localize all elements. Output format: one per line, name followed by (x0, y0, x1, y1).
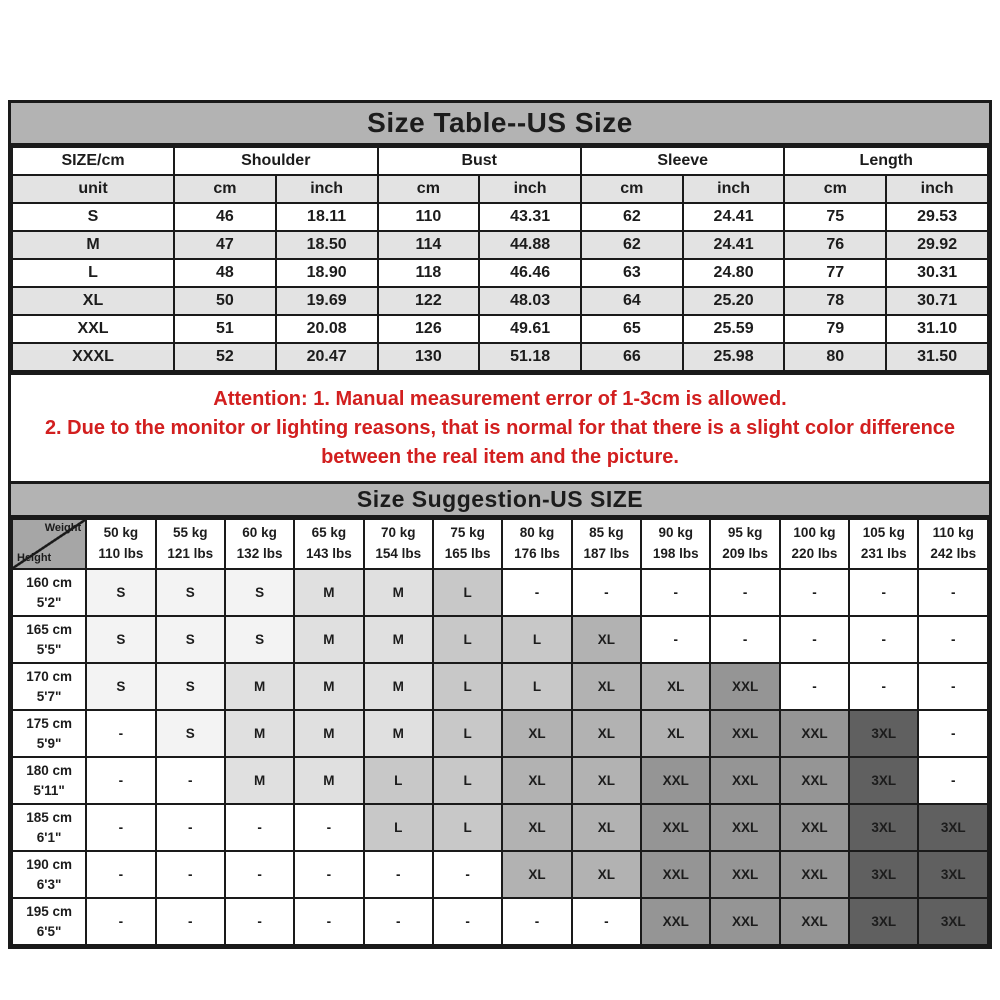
suggestion-cell: XL (641, 710, 710, 757)
measurement-cell: 62 (581, 231, 683, 259)
suggestion-header-row (12, 519, 988, 569)
suggestion-cell: S (156, 710, 225, 757)
suggestion-cell: XL (502, 757, 571, 804)
suggestion-cell: XXL (710, 757, 779, 804)
height-row-header (12, 898, 86, 945)
suggestion-cell: 3XL (918, 804, 988, 851)
suggestion-cell: M (364, 569, 433, 616)
height-ft: 5'5" (36, 641, 62, 657)
weight-kg: 80 kg (519, 525, 555, 541)
suggestion-cell: - (641, 616, 710, 663)
suggestion-cell: - (86, 851, 155, 898)
size-table-row (12, 343, 988, 371)
measurement-cell: 130 (378, 343, 480, 371)
weight-height-corner (12, 519, 86, 569)
suggestion-cell: M (225, 663, 294, 710)
weight-lbs: 231 lbs (860, 546, 907, 561)
attention-line-1: Attention: 1. Manual measurement error of 1-3cm is allowed. (213, 388, 787, 410)
measurement-cell: 47 (174, 231, 276, 259)
height-row-header (12, 710, 86, 757)
weight-column-header (225, 519, 294, 569)
weight-column-header (780, 519, 849, 569)
unit-cell: cm (378, 175, 480, 203)
attention-box (11, 372, 989, 487)
suggestion-cell: - (918, 710, 988, 757)
measurement-cell: 76 (784, 231, 886, 259)
measurement-cell: 20.47 (276, 343, 378, 371)
suggestion-cell: XXL (780, 710, 849, 757)
measurement-cell: 18.90 (276, 259, 378, 287)
weight-lbs: 154 lbs (375, 546, 422, 561)
height-ft: 6'3" (36, 876, 62, 892)
suggestion-row (12, 663, 988, 710)
suggestion-cell: - (156, 898, 225, 945)
measurement-cell: 51 (174, 315, 276, 343)
weight-lbs: 110 lbs (98, 546, 144, 561)
measurement-cell: 65 (581, 315, 683, 343)
height-cm: 165 cm (26, 621, 72, 637)
size-suggestion-table (11, 518, 989, 946)
suggestion-cell: M (364, 616, 433, 663)
measurement-cell: 50 (174, 287, 276, 315)
suggestion-cell: XXL (641, 804, 710, 851)
suggestion-row (12, 710, 988, 757)
unit-cell: cm (581, 175, 683, 203)
size-table-row (12, 259, 988, 287)
suggestion-cell: L (364, 757, 433, 804)
size-table-unit-row (12, 175, 988, 203)
suggestion-cell: XXL (780, 898, 849, 945)
suggestion-cell: XXL (780, 851, 849, 898)
suggestion-cell: L (433, 663, 502, 710)
suggestion-cell: - (294, 898, 363, 945)
weight-column-header (710, 519, 779, 569)
suggestion-cell: M (294, 663, 363, 710)
size-table-header-row (12, 147, 988, 175)
suggestion-cell: S (86, 616, 155, 663)
suggestion-cell: L (364, 804, 433, 851)
suggestion-cell: - (364, 898, 433, 945)
weight-kg: 50 kg (103, 525, 139, 541)
height-cm: 185 cm (26, 809, 72, 825)
measurement-cell: 25.98 (683, 343, 785, 371)
suggestion-cell: S (86, 663, 155, 710)
suggestion-cell: - (156, 851, 225, 898)
measurement-cell: 64 (581, 287, 683, 315)
suggestion-cell: - (918, 569, 988, 616)
suggestion-cell: XL (502, 804, 571, 851)
height-row-header (12, 757, 86, 804)
measurement-cell: 18.50 (276, 231, 378, 259)
suggestion-cell: XXL (780, 804, 849, 851)
suggestion-row (12, 616, 988, 663)
measurement-cell: 25.59 (683, 315, 785, 343)
suggestion-cell: - (433, 898, 502, 945)
suggestion-cell: S (156, 616, 225, 663)
unit-cell: inch (276, 175, 378, 203)
size-table-title: Size Table--US Size (11, 103, 989, 146)
size-label-cell: XXL (12, 315, 174, 343)
unit-cell: inch (479, 175, 581, 203)
weight-lbs: 198 lbs (652, 546, 699, 561)
weight-lbs: 165 lbs (444, 546, 491, 561)
measurement-cell: 48.03 (479, 287, 581, 315)
suggestion-cell: M (364, 710, 433, 757)
suggestion-cell: - (156, 804, 225, 851)
suggestion-cell: - (918, 757, 988, 804)
measurement-cell: 49.61 (479, 315, 581, 343)
measurement-cell: 29.92 (886, 231, 988, 259)
size-label-cell: S (12, 203, 174, 231)
suggestion-cell: - (225, 851, 294, 898)
suggestion-cell: M (294, 616, 363, 663)
weight-label: Weight (44, 522, 82, 534)
suggestion-cell: XL (572, 710, 641, 757)
weight-kg: 105 kg (862, 525, 905, 541)
height-row-header (12, 663, 86, 710)
suggestion-cell: L (433, 616, 502, 663)
measurement-cell: 126 (378, 315, 480, 343)
measurement-cell: 24.41 (683, 231, 785, 259)
suggestion-cell: - (849, 616, 918, 663)
height-cm: 170 cm (26, 668, 72, 684)
suggestion-cell: - (780, 616, 849, 663)
suggestion-cell: XL (572, 757, 641, 804)
measurement-cell: 110 (378, 203, 480, 231)
weight-column-header (918, 519, 988, 569)
suggestion-cell: XXL (641, 898, 710, 945)
weight-kg: 75 kg (450, 525, 485, 541)
suggestion-cell: M (294, 569, 363, 616)
measurement-cell: 24.41 (683, 203, 785, 231)
suggestion-cell: - (572, 569, 641, 616)
size-label-cell: M (12, 231, 174, 259)
weight-column-header (641, 519, 710, 569)
suggestion-row (12, 851, 988, 898)
suggestion-row (12, 898, 988, 945)
suggestion-cell: S (225, 569, 294, 616)
suggestion-cell: - (502, 569, 571, 616)
size-table-row (12, 231, 988, 259)
height-ft: 5'7" (36, 688, 62, 704)
weight-column-header (433, 519, 502, 569)
suggestion-cell: - (156, 757, 225, 804)
suggestion-cell: - (294, 851, 363, 898)
suggestion-cell: S (156, 569, 225, 616)
suggestion-cell: M (294, 710, 363, 757)
unit-cell: cm (784, 175, 886, 203)
measurement-cell: 20.08 (276, 315, 378, 343)
measurement-cell: 62 (581, 203, 683, 231)
suggestion-cell: 3XL (849, 757, 918, 804)
measurement-cell: 114 (378, 231, 480, 259)
measurement-cell: 66 (581, 343, 683, 371)
weight-column-header (849, 519, 918, 569)
height-cm: 195 cm (26, 903, 72, 919)
suggestion-cell: 3XL (918, 898, 988, 945)
suggestion-cell: - (86, 757, 155, 804)
unit-label-cell: unit (12, 175, 174, 203)
height-ft: 6'1" (36, 829, 62, 845)
size-table-row (12, 315, 988, 343)
suggestion-cell: M (364, 663, 433, 710)
unit-cell: inch (886, 175, 988, 203)
measurement-cell: 51.18 (479, 343, 581, 371)
height-cm: 160 cm (26, 574, 72, 590)
size-suggestion-title: Size Suggestion-US SIZE (11, 484, 989, 518)
suggestion-cell: XL (502, 851, 571, 898)
suggestion-cell: - (918, 616, 988, 663)
suggestion-row (12, 569, 988, 616)
suggestion-cell: M (294, 757, 363, 804)
suggestion-cell: XXL (780, 757, 849, 804)
suggestion-cell: - (86, 710, 155, 757)
measurement-cell: 52 (174, 343, 276, 371)
height-label: Height (17, 552, 52, 564)
suggestion-row (12, 804, 988, 851)
measurement-cell: 25.20 (683, 287, 785, 315)
weight-lbs: 187 lbs (583, 546, 630, 561)
measurement-cell: 79 (784, 315, 886, 343)
measurement-cell: 78 (784, 287, 886, 315)
height-ft: 6'5" (36, 923, 62, 939)
suggestion-row (12, 757, 988, 804)
suggestion-cell: XL (641, 663, 710, 710)
measurement-cell: 122 (378, 287, 480, 315)
suggestion-cell: - (710, 569, 779, 616)
weight-kg: 65 kg (311, 525, 347, 541)
unit-cell: inch (683, 175, 785, 203)
size-table-column-group: Bust (378, 147, 581, 175)
suggestion-cell: 3XL (849, 898, 918, 945)
measurement-cell: 19.69 (276, 287, 378, 315)
weight-kg: 100 kg (793, 525, 836, 541)
height-row-header (12, 616, 86, 663)
measurement-cell: 44.88 (479, 231, 581, 259)
suggestion-cell: - (641, 569, 710, 616)
weight-column-header (572, 519, 641, 569)
measurement-cell: 30.31 (886, 259, 988, 287)
weight-kg: 60 kg (242, 525, 277, 541)
suggestion-cell: L (502, 663, 571, 710)
unit-cell: cm (174, 175, 276, 203)
suggestion-cell: - (364, 851, 433, 898)
attention-line-2: 2. Due to the monitor or lighting reasons, that is normal for that there is a slight color difference between the real item and the picture. (44, 417, 956, 468)
size-table (11, 146, 989, 372)
measurement-cell: 46 (174, 203, 276, 231)
suggestion-cell: - (572, 898, 641, 945)
suggestion-cell: XXL (710, 710, 779, 757)
size-table-row (12, 203, 988, 231)
suggestion-cell: - (849, 569, 918, 616)
suggestion-cell: XL (572, 616, 641, 663)
measurement-cell: 63 (581, 259, 683, 287)
height-cm: 190 cm (26, 856, 72, 872)
suggestion-cell: - (849, 663, 918, 710)
measurement-cell: 29.53 (886, 203, 988, 231)
size-label-cell: L (12, 259, 174, 287)
suggestion-cell: - (86, 804, 155, 851)
weight-lbs: 209 lbs (722, 546, 768, 561)
suggestion-cell: S (225, 616, 294, 663)
measurement-cell: 48 (174, 259, 276, 287)
suggestion-cell: S (86, 569, 155, 616)
measurement-cell: 18.11 (276, 203, 378, 231)
weight-lbs: 242 lbs (930, 546, 977, 561)
size-table-corner-header: SIZE/cm (12, 147, 174, 175)
suggestion-cell: L (433, 710, 502, 757)
suggestion-cell: - (780, 569, 849, 616)
suggestion-cell: 3XL (849, 851, 918, 898)
suggestion-cell: - (710, 616, 779, 663)
suggestion-cell: XL (572, 663, 641, 710)
size-table-column-group: Length (784, 147, 988, 175)
weight-kg: 95 kg (727, 525, 763, 541)
suggestion-cell: XXL (641, 851, 710, 898)
suggestion-cell: XXL (710, 663, 779, 710)
weight-lbs: 132 lbs (236, 546, 283, 561)
suggestion-cell: - (86, 898, 155, 945)
suggestion-cell: XL (572, 851, 641, 898)
suggestion-cell: XXL (710, 851, 779, 898)
height-ft: 5'11" (33, 782, 65, 798)
weight-lbs: 176 lbs (514, 546, 560, 561)
height-row-header (12, 851, 86, 898)
suggestion-cell: L (433, 569, 502, 616)
size-label-cell: XL (12, 287, 174, 315)
suggestion-cell: XL (502, 710, 571, 757)
suggestion-cell: - (780, 663, 849, 710)
weight-column-header (364, 519, 433, 569)
measurement-cell: 31.10 (886, 315, 988, 343)
weight-lbs: 220 lbs (791, 546, 838, 561)
suggestion-cell: - (502, 898, 571, 945)
weight-column-header (294, 519, 363, 569)
measurement-cell: 80 (784, 343, 886, 371)
height-cm: 175 cm (26, 715, 72, 731)
suggestion-cell: 3XL (849, 804, 918, 851)
weight-column-header (86, 519, 155, 569)
suggestion-cell: - (918, 663, 988, 710)
suggestion-cell: L (433, 757, 502, 804)
weight-lbs: 121 lbs (167, 546, 214, 561)
suggestion-cell: M (225, 757, 294, 804)
height-ft: 5'9" (36, 735, 62, 751)
size-table-section (8, 100, 992, 490)
height-row-header (12, 569, 86, 616)
height-cm: 180 cm (26, 762, 72, 778)
suggestion-cell: S (156, 663, 225, 710)
suggestion-cell: - (225, 898, 294, 945)
weight-lbs: 143 lbs (306, 546, 352, 561)
weight-kg: 55 kg (172, 525, 208, 541)
suggestion-cell: 3XL (849, 710, 918, 757)
weight-kg: 85 kg (589, 525, 624, 541)
height-ft: 5'2" (36, 594, 62, 610)
suggestion-cell: XXL (710, 804, 779, 851)
suggestion-cell: - (433, 851, 502, 898)
weight-kg: 90 kg (658, 525, 693, 541)
suggestion-cell: L (433, 804, 502, 851)
suggestion-cell: 3XL (918, 851, 988, 898)
suggestion-cell: XL (572, 804, 641, 851)
weight-column-header (156, 519, 225, 569)
weight-kg: 110 kg (932, 525, 974, 541)
suggestion-cell: XXL (710, 898, 779, 945)
suggestion-cell: - (294, 804, 363, 851)
measurement-cell: 24.80 (683, 259, 785, 287)
weight-kg: 70 kg (381, 525, 416, 541)
measurement-cell: 43.31 (479, 203, 581, 231)
measurement-cell: 75 (784, 203, 886, 231)
suggestion-cell: XXL (641, 757, 710, 804)
size-label-cell: XXXL (12, 343, 174, 371)
suggestion-cell: M (225, 710, 294, 757)
size-table-column-group: Sleeve (581, 147, 784, 175)
suggestion-cell: - (225, 804, 294, 851)
size-suggestion-section (8, 481, 992, 949)
measurement-cell: 118 (378, 259, 480, 287)
measurement-cell: 77 (784, 259, 886, 287)
height-row-header (12, 804, 86, 851)
weight-column-header (502, 519, 571, 569)
measurement-cell: 30.71 (886, 287, 988, 315)
size-table-row (12, 287, 988, 315)
suggestion-cell: L (502, 616, 571, 663)
size-table-column-group: Shoulder (174, 147, 377, 175)
measurement-cell: 31.50 (886, 343, 988, 371)
measurement-cell: 46.46 (479, 259, 581, 287)
